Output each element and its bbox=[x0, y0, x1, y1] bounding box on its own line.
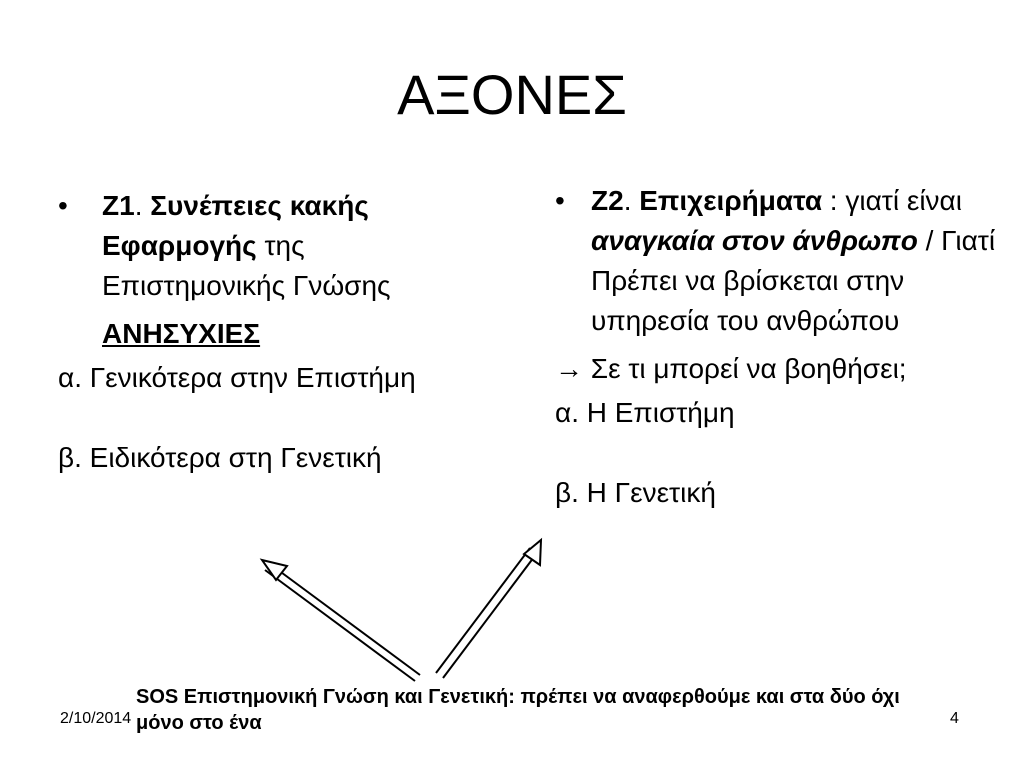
slide-title: ΑΞΟΝΕΣ bbox=[397, 63, 627, 126]
left-item-a: α. Γενικότερα στην Επιστήμη bbox=[58, 362, 416, 393]
z2-rest-text: / Γιατί Πρέπει να βρίσκεται στην υπηρεσία του ανθρώπου bbox=[591, 225, 996, 336]
right-arrow-icon: → bbox=[555, 353, 583, 384]
concerns-heading: ΑΝΗΣΥΧΙΕΣ bbox=[102, 318, 261, 349]
z2-dot: . bbox=[623, 185, 640, 216]
z2-mid-text: : γιατί είναι bbox=[822, 185, 962, 216]
z1-dot: . bbox=[134, 190, 151, 221]
right-item-a: α. Η Επιστήμη bbox=[555, 397, 735, 428]
sos-note: SOS Επιστημονική Γνώση και Γενετική: πρέπει να αναφερθούμε και στα δύο όχι μόνο στο ένα bbox=[136, 686, 900, 734]
footer-date: 2/10/2014 bbox=[60, 710, 132, 727]
z2-bolditalic-text: αναγκαία στον άνθρωπο bbox=[591, 225, 918, 256]
bullet-dot: • bbox=[555, 185, 565, 216]
left-item-b: β. Ειδικότερα στη Γενετική bbox=[58, 442, 382, 473]
left-pointing-arrow-icon bbox=[262, 560, 420, 681]
z2-label: Ζ2 bbox=[591, 185, 624, 216]
right-item-b: β. Η Γενετική bbox=[555, 477, 716, 508]
z1-rest-text: της Επιστημονικής Γνώσης bbox=[102, 230, 391, 301]
page-number: 4 bbox=[950, 710, 959, 727]
z2-bold-text: Επιχειρήματα bbox=[639, 185, 823, 216]
z1-label: Ζ1 bbox=[102, 190, 135, 221]
z1-bold-text: Συνέπειες κακής Εφαρμογής bbox=[102, 190, 369, 261]
right-pointing-arrow-icon bbox=[436, 540, 541, 678]
bullet-dot: • bbox=[58, 190, 68, 221]
question-text: Σε τι μπορεί να βοηθήσει; bbox=[583, 353, 907, 384]
